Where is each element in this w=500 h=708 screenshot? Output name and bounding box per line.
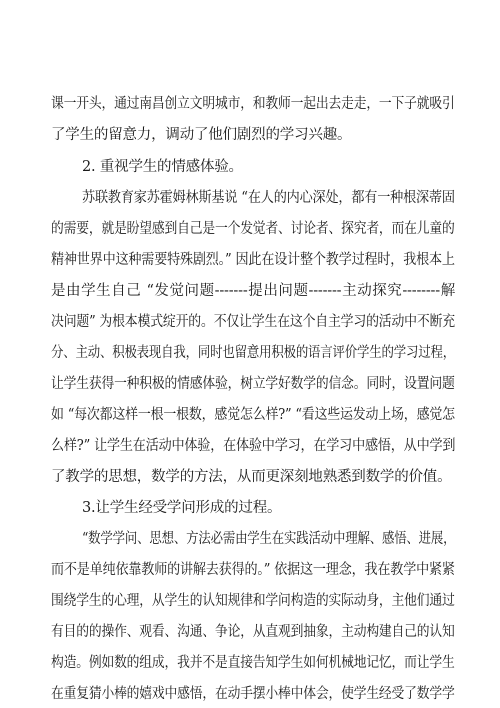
text-line: 构造。例如数的组成，我并不是直接告知学生如何机械地记忆，而让学生 [51, 655, 455, 671]
text-line: 决问题” 为根本模式绽开的。不仅让学生在这个自主学习的活动中不断充 [51, 314, 455, 330]
text-line: 围绕学生的心理，从学生的认知规律和学问构造的实际动身，主他们通过 [51, 593, 455, 609]
text-line: 有目的的操作、观看、沟通、争论，从直观到抽象，主动构建自己的认知 [51, 624, 455, 640]
text-line: 如 “每次都这样一根一根数，感觉怎么样?” “看这些运发动上场，感觉怎 [51, 407, 455, 423]
text-line: 是由学生自己 “发觉问题-------提出问题-------主动探究--------解 [51, 283, 455, 299]
text-line: “数学学问、思想、方法必需由学生在实践活动中理解、感悟、进展， [82, 531, 456, 547]
text-line: 精神世界中这种需要特殊剧烈。” 因此在设计整个教学过程时，我根本上 [51, 252, 455, 268]
text-line: 在重复猜小棒的嬉戏中感悟，在动手摆小棒中体会，使学生经受了数学学 [51, 686, 455, 702]
section-heading: 3.让学生经受学问形成的过程。 [82, 500, 282, 516]
text-line: 么样?” 让学生在活动中体验，在体验中学习，在学习中感悟，从中学到 [51, 438, 456, 454]
text-line: 让学生获得一种积极的情感体验，树立学好数学的信念。同时，设置问题 [51, 376, 455, 392]
text-line: 分、主动、积极表现自我，同时也留意用积极的语言评价学生的学习过程， [51, 345, 455, 361]
text-line: 苏联教育家苏霍姆林斯基说 “在人的内心深处，都有一种根深蒂固 [82, 190, 455, 206]
section-heading: 2. 重视学生的情感体验。 [82, 159, 243, 175]
text-line: 而不是单纯依靠教师的讲解去获得的。” 依据这一理念，我在教学中紧紧 [51, 562, 455, 578]
text-line: 课一开头，通过南昌创立文明城市，和教师一起出去走走，一下子就吸引 [51, 96, 455, 112]
text-line: 的需要，就是盼望感到自己是一个发觉者、讨论者、探究者，而在儿童的 [51, 221, 455, 237]
text-line: 了教学的思想，数学的方法，从而更深刻地熟悉到数学的价值。 [51, 469, 452, 485]
text-line: 了学生的留意力，调动了他们剧烈的学习兴趣。 [51, 127, 352, 143]
